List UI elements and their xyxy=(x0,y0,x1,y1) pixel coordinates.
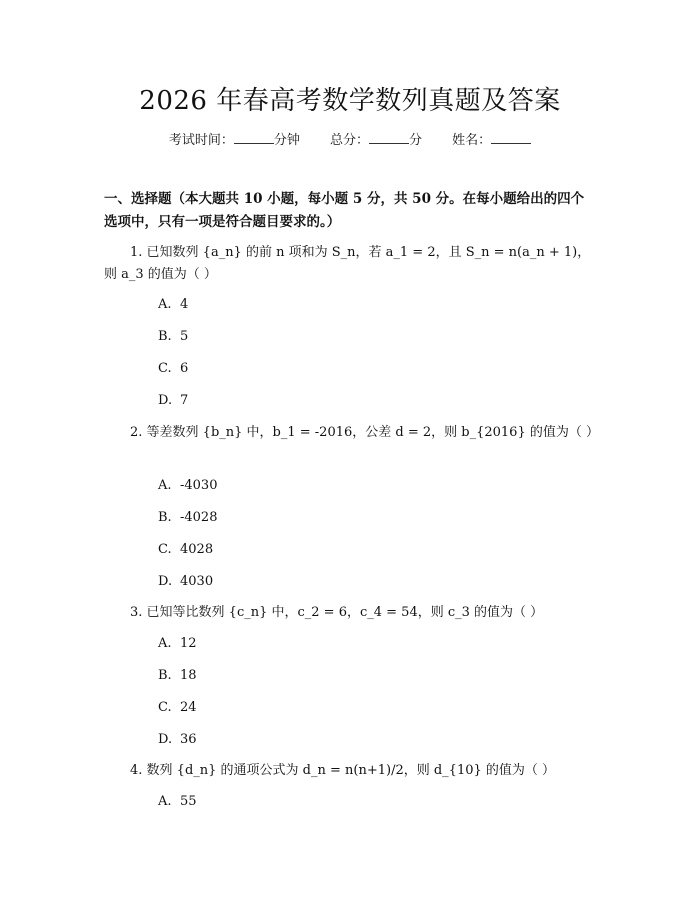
question-3-option-c xyxy=(158,699,197,717)
option-value: 4030 xyxy=(180,574,214,589)
question-4-text: 4. 数列 {d_n} 的通项公式为 d_n = n(n+1)/2，则 d_{10} 的值为（ ） xyxy=(130,763,556,778)
option-letter: C. xyxy=(158,542,172,557)
option-value: 36 xyxy=(180,732,197,747)
question-3-text: 3. 已知等比数列 {c_n} 中，c_2 = 6，c_4 = 54，则 c_3 的值为（ ） xyxy=(130,605,544,620)
student-name-blank xyxy=(491,131,531,144)
question-4-option-a xyxy=(158,793,197,811)
option-letter: B. xyxy=(158,510,172,525)
question-2-text: 2. 等差数列 {b_n} 中，b_1 = -2016，公差 d = 2，则 b_{2016} 的值为（ ） xyxy=(130,425,599,440)
option-value: 4 xyxy=(180,297,189,312)
exam-time-unit: 分钟 xyxy=(273,133,300,148)
exam-time-field xyxy=(169,131,300,150)
option-letter: D. xyxy=(158,732,173,747)
exam-title: 2026 年春高考数学数列真题及答案 xyxy=(139,86,561,116)
exam-time-label: 考试时间： xyxy=(168,133,234,148)
question-1-option-d xyxy=(158,392,188,410)
option-value: -4030 xyxy=(180,478,218,493)
question-2-option-d xyxy=(158,573,213,591)
option-value: 5 xyxy=(180,329,189,344)
question-1-option-c xyxy=(158,360,188,378)
total-score-label: 总分： xyxy=(329,133,369,148)
question-3-option-a xyxy=(158,635,197,653)
question-1-text: 1. 已知数列 {a_n} 的前 n 项和为 S_n，若 a_1 = 2，且 S_n = n(a_n + 1)，则 a_3 的值为（ ） xyxy=(104,245,591,282)
option-letter: C. xyxy=(158,361,172,376)
option-letter: B. xyxy=(158,668,172,683)
total-score-field xyxy=(330,131,422,150)
option-letter: D. xyxy=(158,393,173,408)
student-name-label: 姓名： xyxy=(452,133,492,148)
option-letter: C. xyxy=(158,700,172,715)
question-1-option-a xyxy=(158,296,188,314)
option-value: -4028 xyxy=(180,510,218,525)
option-value: 7 xyxy=(180,393,189,408)
option-value: 18 xyxy=(180,668,197,683)
exam-info-line xyxy=(0,131,700,150)
option-value: 55 xyxy=(180,794,197,809)
student-name-field xyxy=(452,131,531,150)
total-score-unit: 分 xyxy=(409,133,423,148)
question-2-option-a xyxy=(158,477,217,495)
question-3-option-d xyxy=(158,731,197,749)
option-letter: A. xyxy=(158,297,172,312)
exam-time-blank xyxy=(234,131,274,144)
question-1-option-b xyxy=(158,328,188,346)
option-value: 4028 xyxy=(180,542,214,557)
question-2-option-c xyxy=(158,541,213,559)
option-value: 6 xyxy=(180,361,189,376)
section-header: 一、选择题（本大题共 10 小题，每小题 5 分，共 50 分。在每小题给出的四个选项中，只有一项是符合题目要求的。） xyxy=(104,191,585,230)
option-letter: A. xyxy=(158,478,172,493)
total-score-blank xyxy=(369,131,409,144)
question-3-option-b xyxy=(158,667,197,685)
option-letter: A. xyxy=(158,636,172,651)
option-value: 24 xyxy=(180,700,197,715)
option-letter: B. xyxy=(158,329,172,344)
option-letter: A. xyxy=(158,794,172,809)
question-2-option-b xyxy=(158,509,217,527)
option-value: 12 xyxy=(180,636,197,651)
option-letter: D. xyxy=(158,574,173,589)
